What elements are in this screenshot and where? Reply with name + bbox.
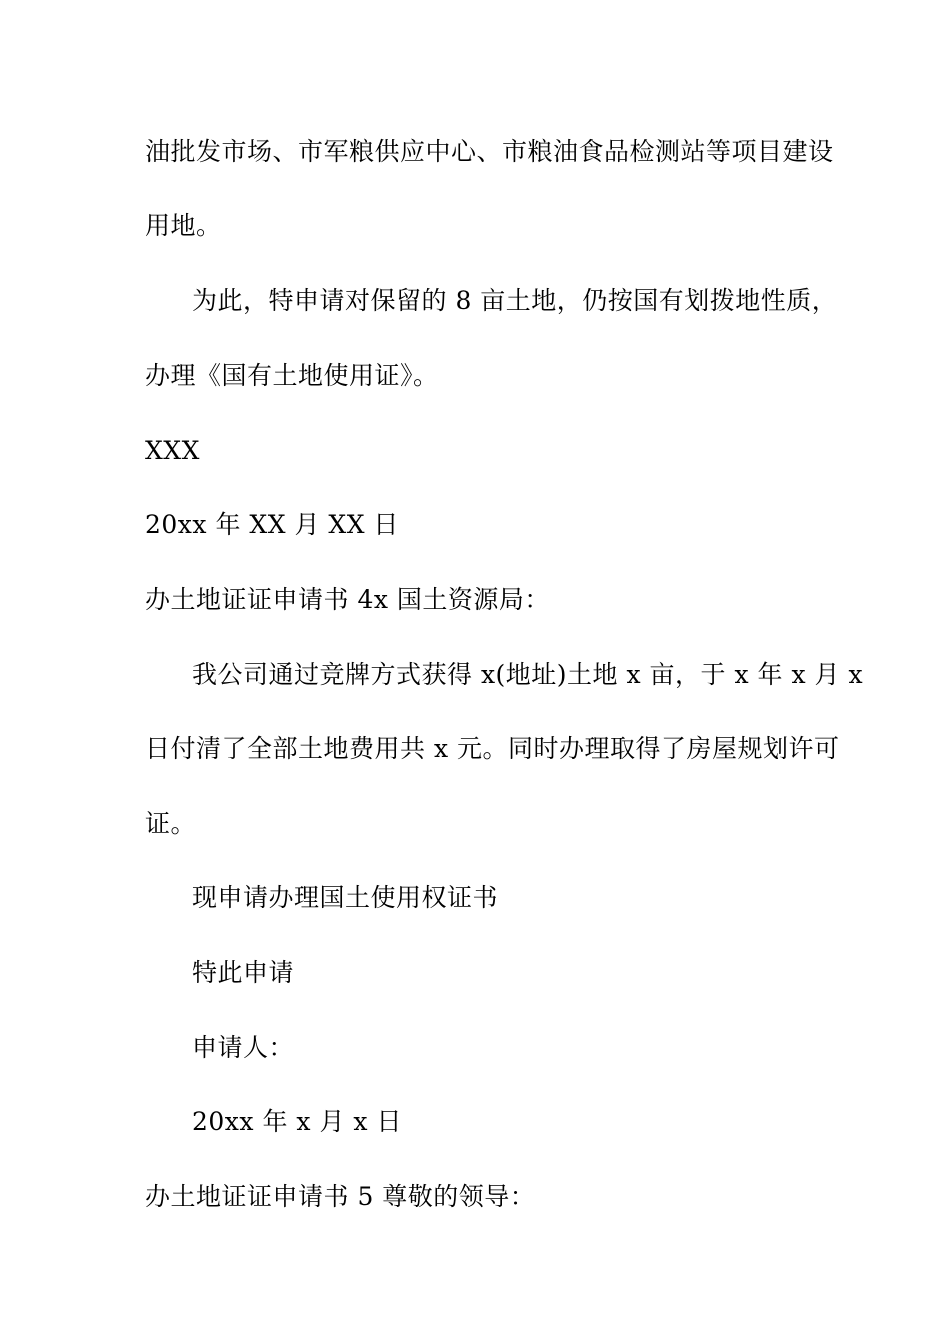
paragraph-line: 我公司通过竞牌方式获得 x(地址)土地 x 亩，于 x 年 x 月 x [192, 660, 864, 689]
paragraph-line: 办理《国有土地使用证》。 [145, 361, 439, 390]
paragraph-line: 油批发市场、市军粮供应中心、市粮油食品检测站等项目建设 [145, 137, 834, 166]
applicant-label: 申请人： [192, 1033, 295, 1062]
section-heading: 办土地证证申请书 4x 国土资源局： [145, 585, 550, 614]
paragraph-line: 日付清了全部土地费用共 x 元。同时办理取得了房屋规划许可 [145, 734, 840, 763]
paragraph-line: 为此，特申请对保留的 8 亩土地，仍按国有划拨地性质， [192, 286, 838, 315]
paragraph-line: 现申请办理国土使用权证书 [192, 883, 499, 912]
paragraph-line: 特此申请 [192, 958, 295, 987]
section-heading: 办土地证证申请书 5 尊敬的领导： [145, 1182, 536, 1211]
paragraph-line: 用地。 [145, 211, 222, 240]
signature-name: XXX [145, 436, 200, 465]
paragraph-line: 证。 [145, 809, 197, 838]
date-line: 20xx 年 XX 月 XX 日 [145, 510, 399, 539]
date-line: 20xx 年 x 月 x 日 [192, 1107, 402, 1136]
